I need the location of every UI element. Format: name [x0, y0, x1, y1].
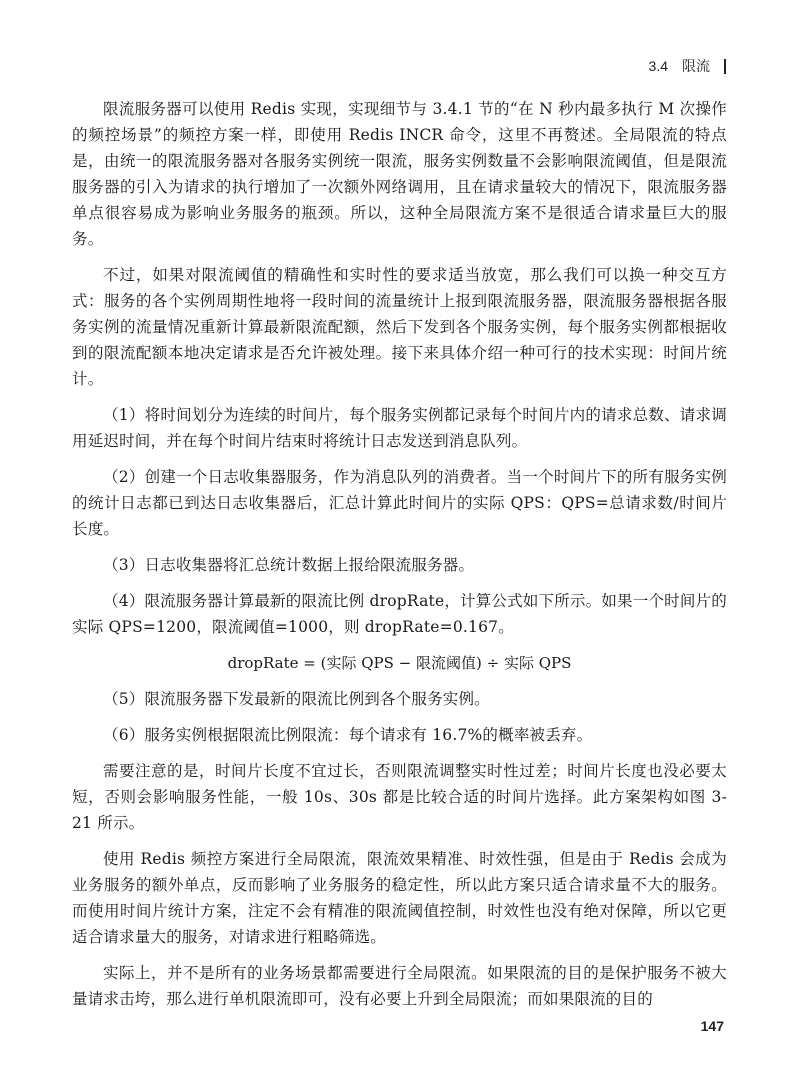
list-step-6: （6）服务实例根据限流比例限流：每个请求有 16.7%的概率被丢弃。 — [103, 726, 593, 744]
list-step-5: （5）限流服务器下发最新的限流比例到各个服务实例。 — [103, 690, 490, 708]
running-header — [649, 56, 726, 76]
section-number: 3.4 — [648, 58, 668, 74]
paragraph: 不过，如果对限流阈值的精确性和实时性的要求适当放宽，那么我们可以换一种交互方式：服务的各个实例周期性地将一段时间的流量统计上报到限流服务器，限流服务器根据各服务实例的流量情况重新计算最新限流配额，然后下发到各个服务实例，每个服务实例都根据收到的限流配额本地决定请求是否允许被处理。接下来具体介绍一种可行的技术实现：时间片统计。 — [72, 266, 727, 388]
page-number: 147 — [700, 1018, 724, 1034]
drop-rate-formula: dropRate = (实际 QPS − 限流阈值) ÷ 实际 QPS — [227, 654, 572, 672]
list-step-4: （4）限流服务器计算最新的限流比例 dropRate，计算公式如下所示。如果一个时间片的实际 QPS=1200，限流阈值=1000，则 dropRate=0.167。 — [72, 592, 727, 636]
paragraph: 实际上，并不是所有的业务场景都需要进行全局限流。如果限流的目的是保护服务不被大量请求击垮，那么进行单机限流即可，没有必要上升到全局限流；而如果限流的目的 — [72, 964, 727, 1008]
section-title: 限流 — [682, 58, 710, 74]
header-rule — [724, 59, 726, 74]
list-step-2: （2）创建一个日志收集器服务，作为消息队列的消费者。当一个时间片下的所有服务实例的统计日志都已到达日志收集器后，汇总计算此时间片的实际 QPS：QPS=总请求数/时间片长度。 — [72, 468, 727, 538]
paragraph: 使用 Redis 频控方案进行全局限流，限流效果精准、时效性强，但是由于 Redis 会成为业务服务的额外单点，反而影响了业务服务的稳定性，所以此方案只适合请求量不大的服务。而使用时间片统计方案，注定不会有精准的限流阈值控制，时效性也没有绝对保障，所以它更适合请求量大的服务，对请求进行粗略筛选。 — [72, 850, 727, 946]
paragraph: 限流服务器可以使用 Redis 实现，实现细节与 3.4.1 节的“在 N 秒内最多执行 M 次操作的频控场景”的频控方案一样，即使用 Redis INCR 命令，这里不再赘述。全局限流的特点是，由统一的限流服务器对各服务实例统一限流，服务实例数量不会影响限流阈值，但是限流服务器的引入为请求的执行增加了一次额外网络调用，且在请求量较大的情况下，限流服务器单点很容易成为影响业务服务的瓶颈。所以，这种全局限流方案不是很适合请求量巨大的服务。 — [72, 100, 727, 248]
page-body — [72, 96, 727, 1022]
list-step-3: （3）日志收集器将汇总统计数据上报给限流服务器。 — [103, 556, 475, 574]
paragraph: 需要注意的是，时间片长度不宜过长，否则限流调整实时性过差；时间片长度也没必要太短，否则会影响服务性能，一般 10s、30s 都是比较合适的时间片选择。此方案架构如图 3-21 所示。 — [72, 762, 727, 832]
list-step-1: （1）将时间划分为连续的时间片，每个服务实例都记录每个时间片内的请求总数、请求调用延迟时间，并在每个时间片结束时将统计日志发送到消息队列。 — [72, 406, 727, 450]
